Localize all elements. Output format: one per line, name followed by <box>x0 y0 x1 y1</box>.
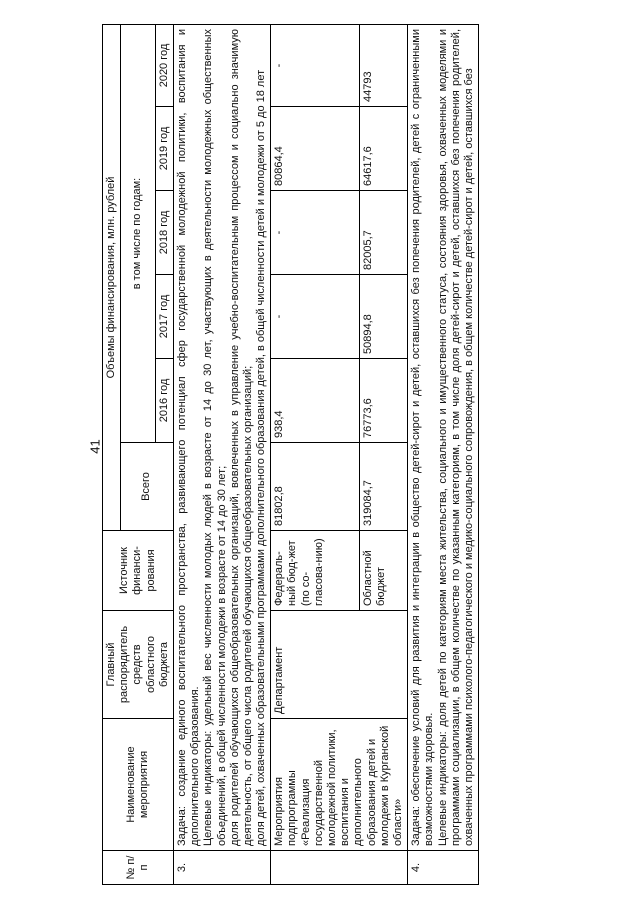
row1-2017: - <box>271 275 360 359</box>
section3-task: Задача: создание единого воспитательного пространства, развивающего потенциал сфер государственной молодежной политики, воспитания и дополнительного образования. <box>175 29 202 846</box>
header-total: Всего <box>121 443 174 531</box>
section4-task-row <box>408 25 479 885</box>
section3-indicator-2: доля родителей обучающихся общеобразовательных организаций, вовлеченных в управление учебно-воспитательным процессом и социально значимую деятельность, от общего числа родителей обучающихся общеобразовательных организаций; <box>228 29 254 846</box>
section4-task: Задача: обеспечение условий для развития и интеграции в общество детей-сирот и детей, оставшихся без попечения родителей, детей с ограниченными возможностями здоровья. <box>410 29 436 846</box>
row2-2018: 82005,7 <box>359 191 407 275</box>
section4-indicators: Целевые индикаторы: доля детей по категориям места жительства, социального и имущественного статуса, состояния здоровья, охваченных моделями и программами социализации, в общем количестве по указанным категориям, в том числе доля детей-сирот и детей, оставшихся без попечения родителей, охваченных программами психолого-педагогического и медико-социального сопровождения, в общем количестве детей-сирот и детей, оставшихся без <box>436 29 475 846</box>
header-year-2016: 2016 год <box>155 359 173 443</box>
header-year-2018: 2018 год <box>155 191 173 275</box>
section4-num: 4. <box>408 851 479 885</box>
row1-2018: - <box>271 191 360 275</box>
header-volumes: Объемы финансирования, млн. рублей <box>103 25 121 531</box>
row1-2020: - <box>271 25 360 107</box>
section3-task-row <box>173 25 270 885</box>
header-year-2019: 2019 год <box>155 107 173 191</box>
section3-indicators: Целевые индикаторы: удельный вес численности молодых людей в возрасте от 14 до 30 лет, участвующих в деятельности молодежных общественных объединений, в общей численности молодежи в возрасте от 14 до 30 лет; <box>202 29 228 846</box>
row1-2016: 938,4 <box>271 359 360 443</box>
section4-description <box>408 25 479 851</box>
row2-2020: 44793 <box>359 25 407 107</box>
measure-manager: Департамент <box>271 611 408 719</box>
row2-total: 319084,7 <box>359 443 407 531</box>
rotated-table-container <box>102 25 640 885</box>
page-number: 41 <box>87 439 103 454</box>
header-row-1 <box>103 25 121 885</box>
header-year-2020: 2020 год <box>155 25 173 107</box>
header-source: Источник финанси-рования <box>103 531 174 611</box>
row2-2017: 50894,8 <box>359 275 407 359</box>
header-num: № п/п <box>103 851 174 885</box>
financing-table <box>102 24 479 885</box>
header-year-2017: 2017 год <box>155 275 173 359</box>
header-manager: Главный распорядитель средств областного бюджета <box>103 611 174 719</box>
row2-2016: 76773,6 <box>359 359 407 443</box>
table-row <box>271 25 360 885</box>
row2-source: Областной бюджет <box>359 531 407 611</box>
row1-2019: 80864,4 <box>271 107 360 191</box>
row2-2019: 64617,6 <box>359 107 407 191</box>
header-name: Наименование мероприятия <box>103 719 174 851</box>
empty-num-cell <box>271 851 408 885</box>
header-by-years: в том числе по годам: <box>121 25 156 443</box>
section3-num: 3. <box>173 851 270 885</box>
section3-description <box>173 25 270 851</box>
row1-source: Федераль-ный бюд-жет (по со-гласова-нию) <box>271 531 360 611</box>
row1-total: 81802,8 <box>271 443 360 531</box>
measure-name: Мероприятия подпрограммы «Реализация государственной молодежной политики, воспитания и дополнительного образования детей и молодежи в Курганской области» <box>271 719 408 851</box>
section3-indicator-3: доля детей, охваченных образовательными программами дополнительного образования детей, в общей численности детей и молодежи от 5 до 18 лет <box>255 69 268 846</box>
